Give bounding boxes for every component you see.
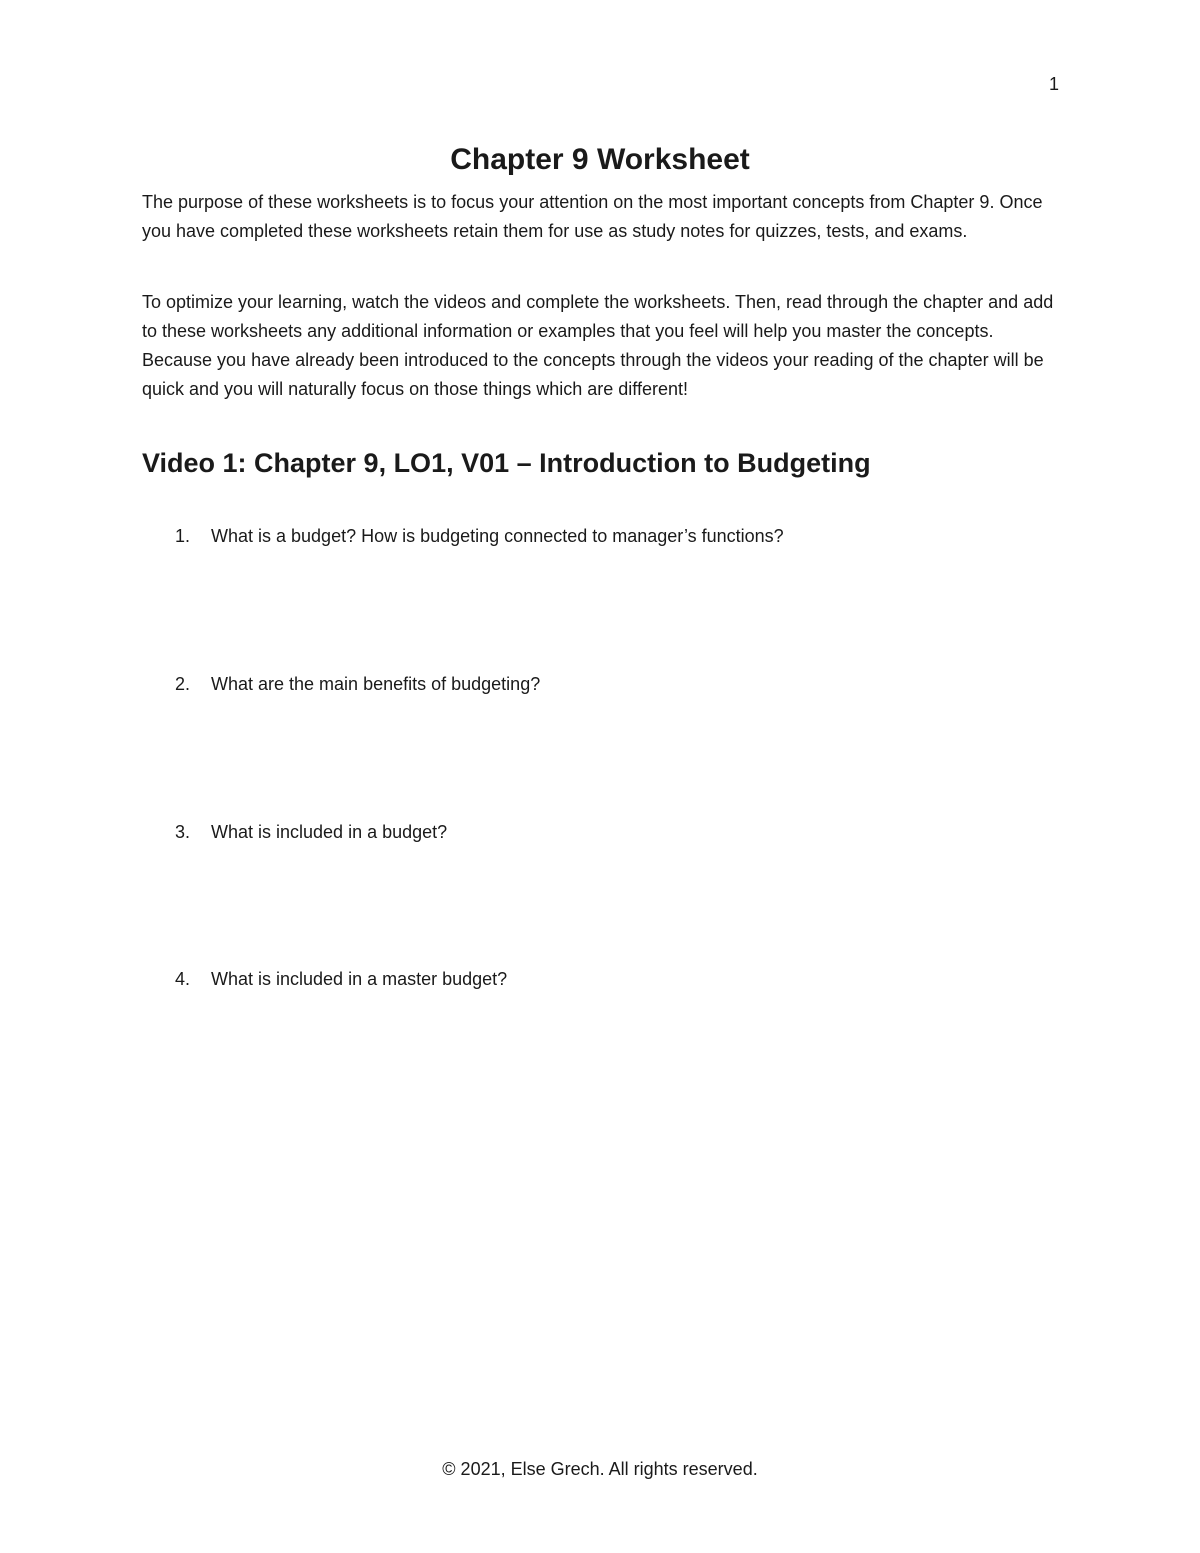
document-title: Chapter 9 Worksheet [450, 143, 750, 176]
question-item [175, 674, 540, 695]
question-number: 3. [175, 822, 191, 842]
question-text: What is included in a budget? [211, 822, 448, 842]
intro-paragraph: To optimize your learning, watch the videos and complete the worksheets. Then, read through the chapter and add to these worksheets any additional information or examples that you feel will help you master the concepts. Because you have already been introduced to the concepts through the videos your reading of the chapter will be quick and you will naturally focus on those things which are different! [142, 292, 1054, 399]
section-heading: Video 1: Chapter 9, LO1, V01 – Introduction to Budgeting [142, 448, 871, 478]
question-number: 2. [175, 674, 191, 694]
copyright-footer: © 2021, Else Grech. All rights reserved. [442, 1459, 758, 1479]
intro-paragraph: The purpose of these worksheets is to focus your attention on the most important concepts from Chapter 9. Once you have completed these worksheets retain them for use as study notes for quizzes, tests, and exams. [142, 192, 1043, 241]
question-text: What is included in a master budget? [211, 969, 508, 989]
question-item [175, 969, 507, 990]
question-text: What are the main benefits of budgeting? [211, 674, 541, 694]
page-number: 1 [1048, 74, 1059, 94]
question-text: What is a budget? How is budgeting connected to manager’s functions? [211, 526, 784, 546]
question-item [175, 822, 447, 843]
question-number: 1. [175, 526, 191, 546]
question-item [175, 526, 784, 547]
question-number: 4. [175, 969, 191, 989]
